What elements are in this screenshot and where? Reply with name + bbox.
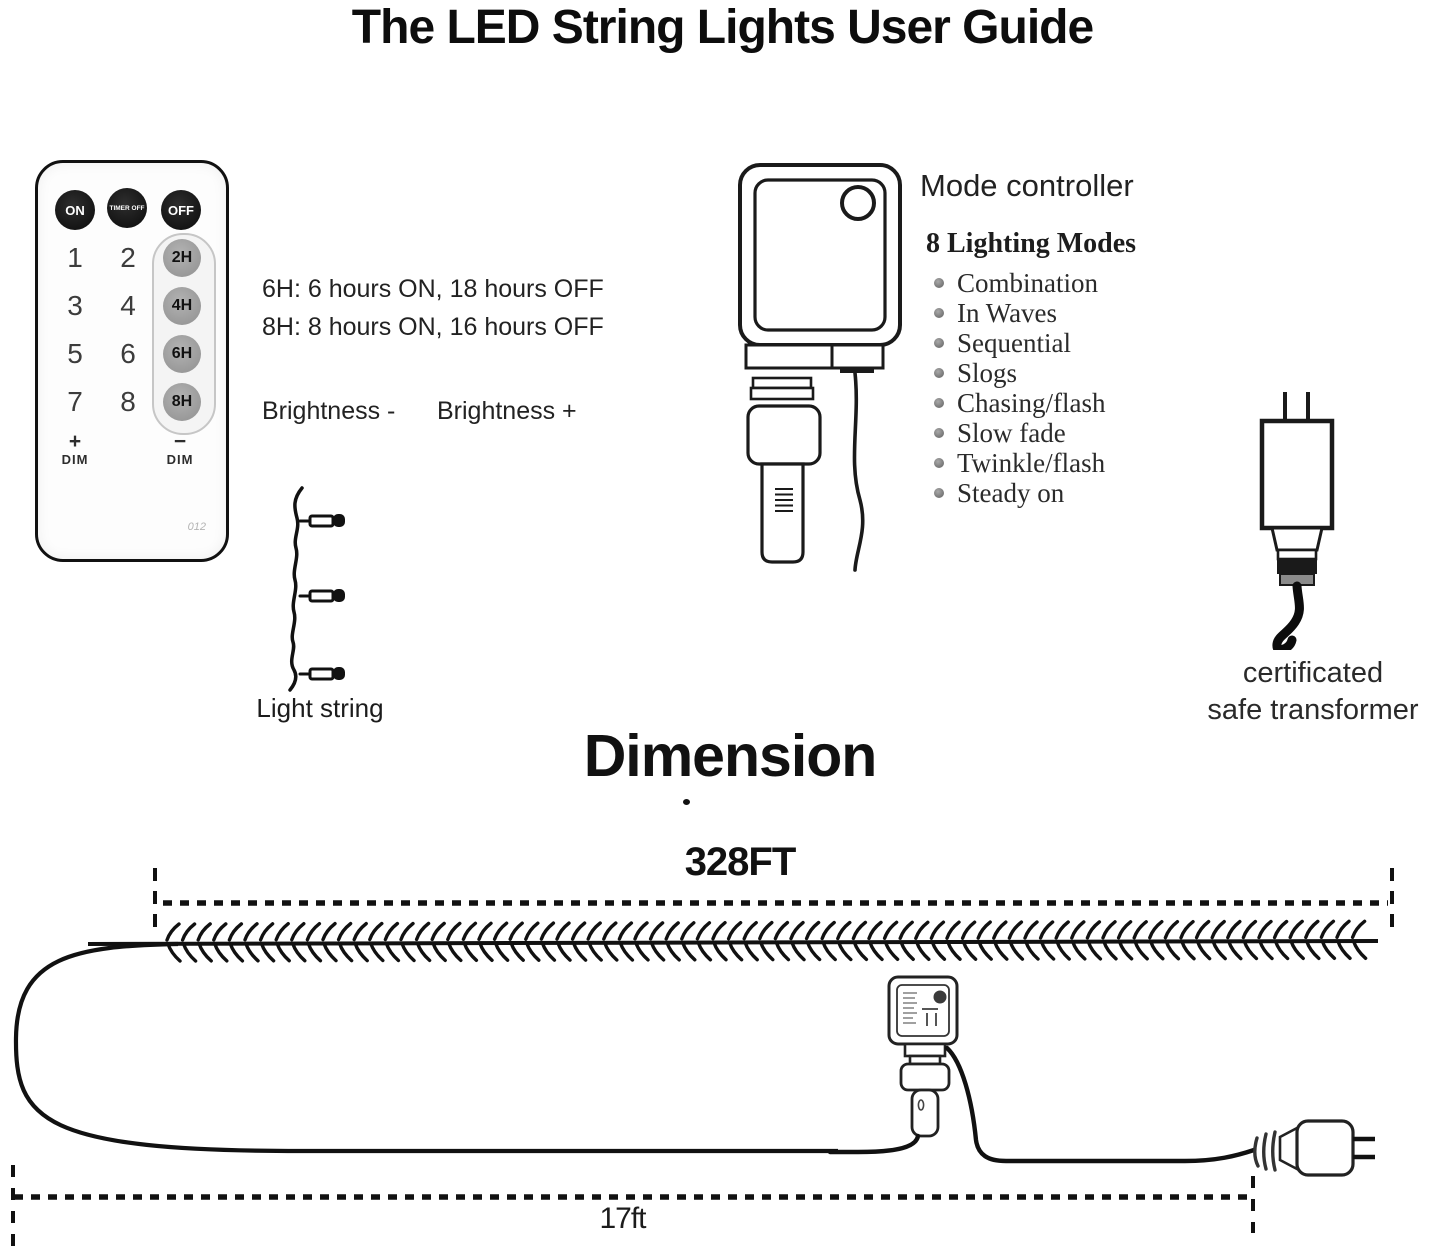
bullet-icon [934,458,944,468]
led-bulbs [300,514,345,680]
list-item: Steady on [934,478,1106,508]
list-item: Twinkle/flash [934,448,1106,478]
bullet-icon [934,488,944,498]
light-string-label: Light string [256,693,384,723]
dot [683,799,690,805]
total-length-label: 328FT [684,840,796,884]
remote-dim-minus-button: − DIM [162,431,198,467]
remote-2h-button: 2H [163,239,201,277]
minus-sign: − [173,430,187,453]
bullet-icon [934,308,944,318]
transformer-label: certificated safe transformer [1207,657,1419,726]
remote-button-3: 3 [67,290,83,321]
lead-length-label: 17ft [599,1202,646,1235]
timer-8h-line: 8H: 8 hours ON, 16 hours OFF [262,313,604,341]
plug-prongs [1285,392,1308,421]
list-item: Combination [934,268,1106,298]
lighting-modes-heading: 8 Lighting Modes [926,228,1137,259]
bullet-icon [934,278,944,288]
timer-explanation [262,270,604,346]
dimension-diagram [0,828,1445,1246]
remote-4h-button: 4H [163,287,201,325]
bullet-icon [934,398,944,408]
list-item: Chasing/flash [934,388,1106,418]
remote-6h-button: 6H [163,335,201,373]
remote-button-8: 8 [120,386,136,417]
remote-8h-button: 8H [163,383,201,421]
brightness-plus-label: Brightness + [437,397,577,425]
remote-timer-off-button: TIMER OFF [107,188,147,228]
list-item: Slow fade [934,418,1106,448]
lighting-modes-list [934,268,1106,508]
remote-dim-plus-button: + DIM [57,431,93,467]
page-title: The LED String Lights User Guide [351,1,1094,54]
plug-prongs [1353,1139,1375,1157]
bullet-icon [934,428,944,438]
list-item: Slogs [934,358,1106,388]
timer-6h-line: 6H: 6 hours ON, 18 hours OFF [262,275,604,303]
controller-wire [854,373,862,570]
remote-button-2: 2 [120,242,136,273]
remote-on-button: ON [55,190,95,230]
remote-button-1: 1 [67,242,83,273]
lead-wire-left [16,944,838,1151]
mode-controller-illustration [720,155,920,575]
ac-plug-illustration [1255,1121,1375,1175]
list-item: Sequential [934,328,1106,358]
transformer-wire [1277,586,1300,650]
lead-wire-right [947,1048,1254,1161]
dimension-heading: Dimension [583,723,877,789]
light-string-illustration [250,478,380,718]
remote-button-6: 6 [120,338,136,369]
transformer-illustration [1240,388,1410,650]
remote-off-button: OFF [161,190,201,230]
list-item: In Waves [934,298,1106,328]
brightness-minus-label: Brightness - [262,397,396,425]
controller-button [842,187,874,219]
bullet-icon [934,368,944,378]
remote-button-4: 4 [120,290,136,321]
plus-sign: + [68,430,82,453]
mode-controller-title: Mode controller [920,168,1134,203]
remote-control-illustration [35,160,229,562]
inline-controller [830,977,1254,1161]
remote-button-5: 5 [67,338,83,369]
bullet-icon [934,338,944,348]
remote-model-code: 012 [187,521,206,533]
remote-button-7: 7 [67,386,83,417]
